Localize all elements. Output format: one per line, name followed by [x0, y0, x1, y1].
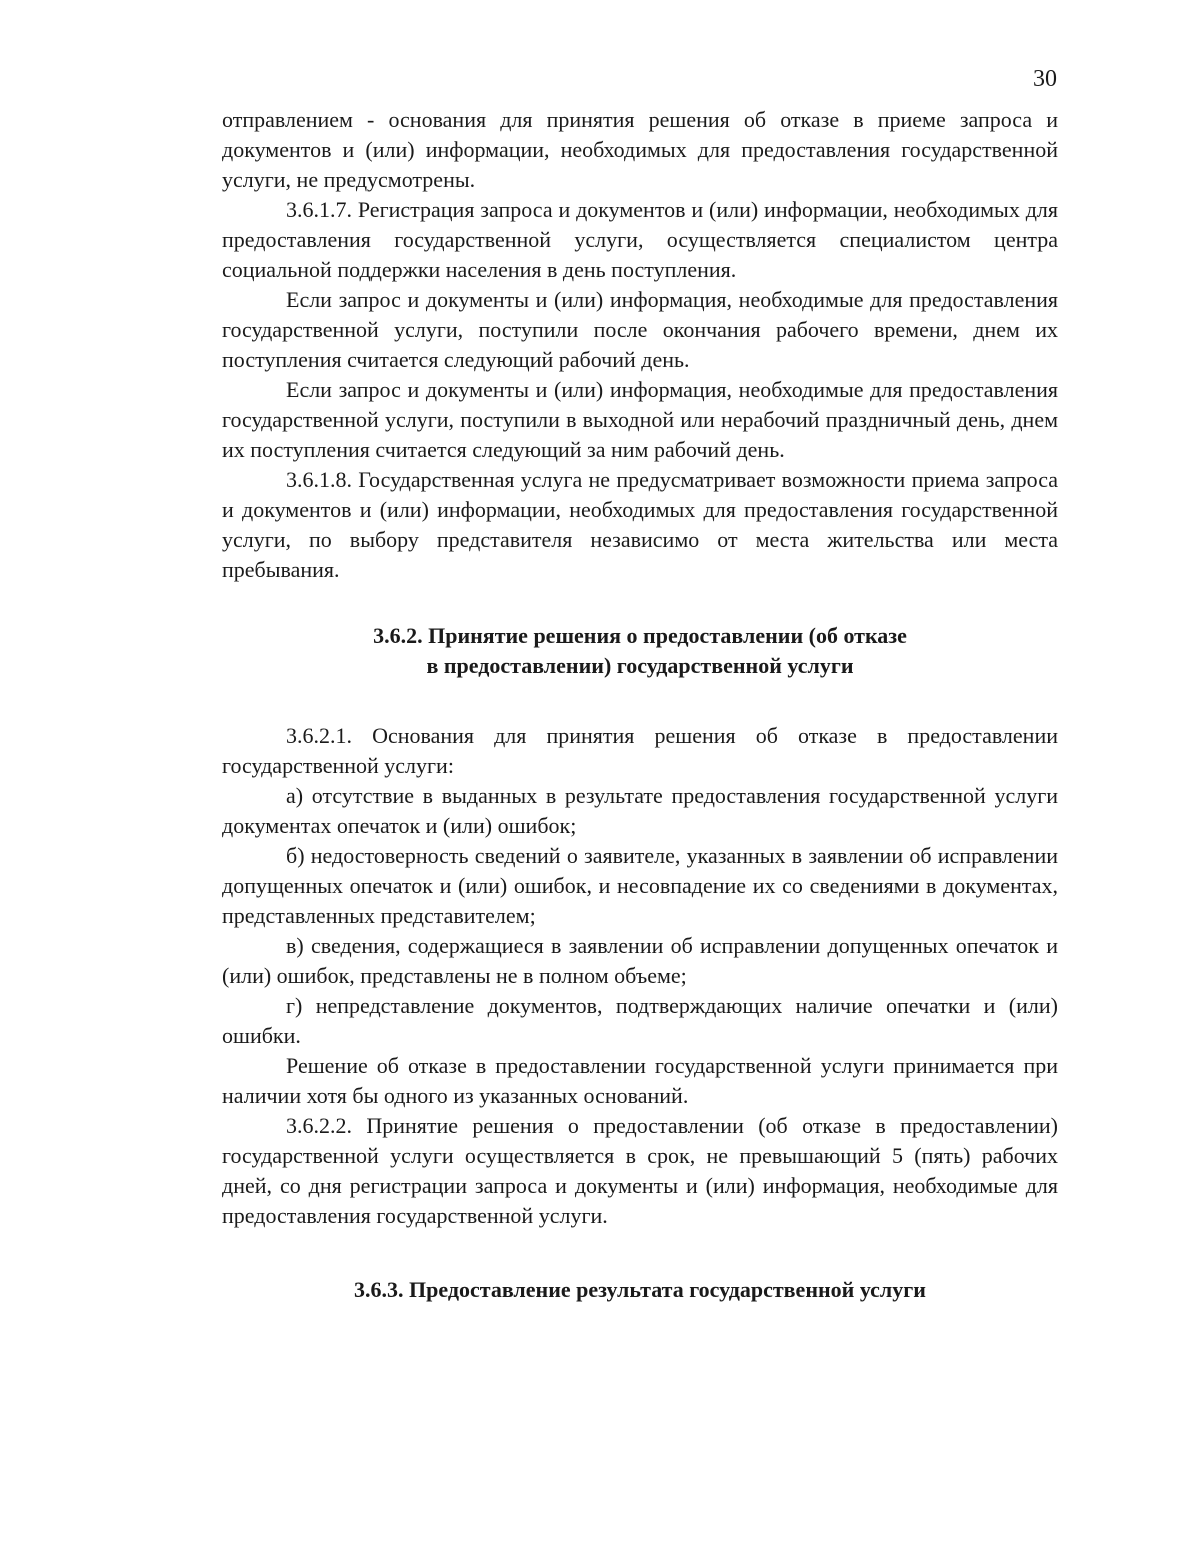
list-item-v: в) сведения, содержащиеся в заявлении об исправлении допущенных опечаток и (или) ошибок, представлены не в полном объеме; [222, 933, 1058, 988]
paragraph-holiday: Если запрос и документы и (или) информация, необходимые для предоставления государственной услуги, поступили в выходной или нерабочий праздничный день, днем их поступления считается следующий за ним рабочий день. [222, 377, 1058, 462]
paragraph-3-6-1-7: 3.6.1.7. Регистрация запроса и документов и (или) информации, необходимых для предоставления государственной услуги, осуществляется специалистом центра социальной поддержки населения в день поступления. [222, 197, 1058, 282]
list-item-a: а) отсутствие в выданных в результате предоставления государственной услуги документах опечаток и (или) ошибок; [222, 783, 1058, 838]
section-heading-3-6-3: 3.6.3. Предоставление результата государственной услуги [354, 1277, 926, 1302]
paragraph-continuation: отправлением - основания для принятия решения об отказе в приеме запроса и документов и (или) информации, необходимых для предоставления государственной услуги, не предусмотрены. [222, 107, 1058, 192]
list-item-b: б) недостоверность сведений о заявителе, указанных в заявлении об исправлении допущенных опечаток и (или) ошибок, и несовпадение их со сведениями в документах, представленных представителем; [222, 843, 1058, 928]
paragraph-3-6-2-2: 3.6.2.2. Принятие решения о предоставлении (об отказе в предоставлении) государственной услуги осуществляется в срок, не превышающий 5 (пять) рабочих дней, со дня регистрации запроса и документы и (или) информация, необходимые для предоставления государственной услуги. [222, 1113, 1058, 1228]
section-heading-3-6-2-line1: 3.6.2. Принятие решения о предоставлении (об отказе [373, 623, 907, 648]
list-item-g: г) непредставление документов, подтверждающих наличие опечатки и (или) ошибки. [222, 993, 1058, 1048]
paragraph-refusal-decision: Решение об отказе в предоставлении государственной услуги принимается при наличии хотя бы одного из указанных оснований. [222, 1053, 1058, 1108]
paragraph-after-hours: Если запрос и документы и (или) информация, необходимые для предоставления государственной услуги, поступили после окончания рабочего времени, днем их поступления считается следующий рабочий день. [222, 287, 1058, 372]
page-number: 30 [1033, 66, 1057, 92]
section-heading-3-6-2-line2: в предоставлении) государственной услуги [426, 653, 854, 678]
body-text [222, 105, 1058, 1305]
paragraph-3-6-1-8: 3.6.1.8. Государственная услуга не предусматривает возможности приема запроса и документов и (или) информации, необходимых для предоставления государственной услуги, по выбору представителя независимо от места жительства или места пребывания. [222, 467, 1058, 582]
paragraph-3-6-2-1: 3.6.2.1. Основания для принятия решения об отказе в предоставлении государственной услуги: [222, 723, 1058, 778]
